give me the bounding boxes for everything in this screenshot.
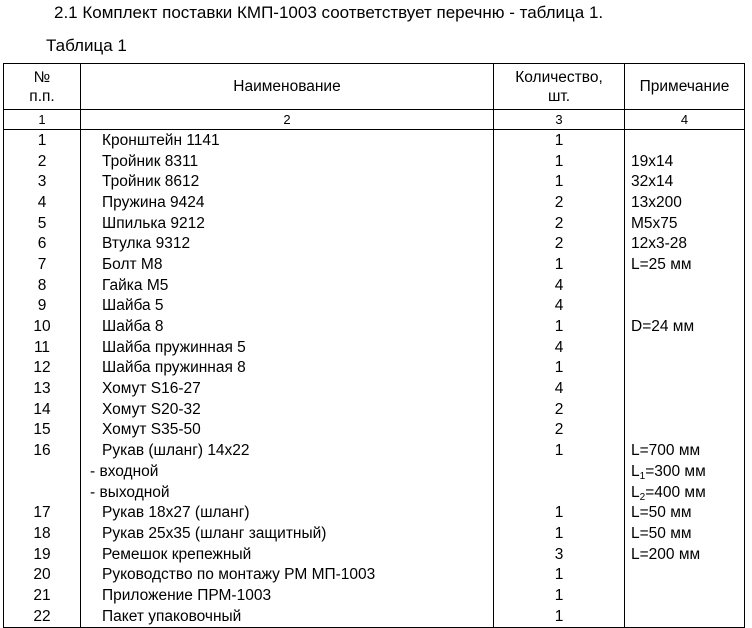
header-number xyxy=(4,64,81,110)
note-subscript: 2 xyxy=(639,491,646,503)
item-quantity: 4 xyxy=(494,337,625,358)
item-quantity: 1 xyxy=(494,585,625,606)
item-quantity: 1 xyxy=(494,564,625,585)
table-row xyxy=(4,440,745,461)
item-name: Шайба пружинная 5 xyxy=(81,337,494,358)
item-note: L=50 мм xyxy=(625,502,745,523)
item-name: Тройник 8311 xyxy=(81,151,494,172)
table-row xyxy=(4,606,745,627)
item-name: Втулка 9312 xyxy=(81,233,494,254)
item-quantity: 1 xyxy=(494,606,625,627)
table-body xyxy=(4,130,745,628)
note-value: =300 мм xyxy=(645,462,706,480)
section-heading: 2.1 Комплект поставки КМП-1003 соответствует перечню - таблица 1. xyxy=(54,3,604,22)
item-note: 12х3-28 xyxy=(625,233,745,254)
row-number: 19 xyxy=(4,544,81,565)
table-header-row xyxy=(4,64,745,110)
header-number-line2: п.п. xyxy=(29,87,55,105)
item-note xyxy=(625,482,745,503)
header-number-line1: № xyxy=(33,68,51,86)
column-number: 4 xyxy=(625,110,745,130)
table-row xyxy=(4,544,745,565)
note-subscript: 1 xyxy=(639,470,646,482)
table-row xyxy=(4,213,745,234)
header-name: Наименование xyxy=(81,64,494,110)
row-number: 11 xyxy=(4,337,81,358)
column-number: 3 xyxy=(494,110,625,130)
note-prefix: L xyxy=(631,483,640,501)
table-row xyxy=(4,296,745,317)
item-note: L=200 мм xyxy=(625,544,745,565)
item-note xyxy=(625,378,745,399)
table-row xyxy=(4,564,745,585)
table-subrow xyxy=(4,482,745,503)
item-note xyxy=(625,399,745,420)
delivery-table xyxy=(3,63,745,628)
item-quantity: 2 xyxy=(494,192,625,213)
item-quantity: 1 xyxy=(494,151,625,172)
item-note xyxy=(625,130,745,151)
item-note xyxy=(625,296,745,317)
item-note: L=700 мм xyxy=(625,440,745,461)
item-quantity: 4 xyxy=(494,378,625,399)
item-note xyxy=(625,420,745,441)
item-name: Хомут S20-32 xyxy=(81,399,494,420)
column-number: 1 xyxy=(4,110,81,130)
row-number: 15 xyxy=(4,420,81,441)
header-note: Примечание xyxy=(625,64,745,110)
table-row xyxy=(4,523,745,544)
column-number-row xyxy=(4,110,745,130)
row-number: 7 xyxy=(4,254,81,275)
table-row xyxy=(4,316,745,337)
item-name: Болт М8 xyxy=(81,254,494,275)
row-number: 17 xyxy=(4,502,81,523)
item-note xyxy=(625,337,745,358)
item-name: Шайба пружинная 8 xyxy=(81,358,494,379)
item-name: Рукав 18х27 (шланг) xyxy=(81,502,494,523)
table-row xyxy=(4,275,745,296)
item-note xyxy=(625,358,745,379)
header-quantity-line1: Количество, xyxy=(515,68,603,86)
table-row xyxy=(4,420,745,441)
row-number xyxy=(4,482,81,503)
item-quantity: 4 xyxy=(494,296,625,317)
item-note: D=24 мм xyxy=(625,316,745,337)
item-note xyxy=(625,585,745,606)
table-row xyxy=(4,151,745,172)
table-row xyxy=(4,171,745,192)
table-row xyxy=(4,358,745,379)
header-quantity-line2: шт. xyxy=(547,87,571,105)
item-quantity: 1 xyxy=(494,171,625,192)
item-note: 13х200 xyxy=(625,192,745,213)
row-number: 16 xyxy=(4,440,81,461)
row-number: 22 xyxy=(4,606,81,627)
item-name: - входной xyxy=(81,461,494,482)
row-number: 1 xyxy=(4,130,81,151)
row-number: 21 xyxy=(4,585,81,606)
item-name: Пружина 9424 xyxy=(81,192,494,213)
item-quantity: 1 xyxy=(494,254,625,275)
row-number: 18 xyxy=(4,523,81,544)
item-name: Шайба 8 xyxy=(81,316,494,337)
item-name: Хомут S35-50 xyxy=(81,420,494,441)
item-name: Шайба 5 xyxy=(81,296,494,317)
item-name: Рукав (шланг) 14х22 xyxy=(81,440,494,461)
item-quantity: 4 xyxy=(494,275,625,296)
item-name: Ремешок крепежный xyxy=(81,544,494,565)
table-row xyxy=(4,585,745,606)
item-quantity: 1 xyxy=(494,523,625,544)
item-name: Приложение ПРМ-1003 xyxy=(81,585,494,606)
row-number xyxy=(4,461,81,482)
row-number: 8 xyxy=(4,275,81,296)
item-name: Рукав 25х35 (шланг защитный) xyxy=(81,523,494,544)
item-quantity: 1 xyxy=(494,440,625,461)
item-note: М5х75 xyxy=(625,213,745,234)
table-row xyxy=(4,192,745,213)
item-quantity: 2 xyxy=(494,213,625,234)
item-name: Руководство по монтажу РМ МП-1003 xyxy=(81,564,494,585)
row-number: 6 xyxy=(4,233,81,254)
item-name: Гайка М5 xyxy=(81,275,494,296)
row-number: 10 xyxy=(4,316,81,337)
item-note: L=25 мм xyxy=(625,254,745,275)
row-number: 20 xyxy=(4,564,81,585)
table-caption: Таблица 1 xyxy=(46,36,127,55)
item-quantity: 1 xyxy=(494,316,625,337)
item-note xyxy=(625,606,745,627)
row-number: 12 xyxy=(4,358,81,379)
item-quantity: 1 xyxy=(494,358,625,379)
row-number: 14 xyxy=(4,399,81,420)
row-number: 3 xyxy=(4,171,81,192)
item-name: Тройник 8612 xyxy=(81,171,494,192)
item-quantity: 1 xyxy=(494,502,625,523)
table-row xyxy=(4,502,745,523)
item-quantity: 2 xyxy=(494,399,625,420)
row-number: 13 xyxy=(4,378,81,399)
item-note: L=50 мм xyxy=(625,523,745,544)
row-number: 5 xyxy=(4,213,81,234)
item-note xyxy=(625,275,745,296)
item-name: Пакет упаковочный xyxy=(81,606,494,627)
row-number: 2 xyxy=(4,151,81,172)
table-row xyxy=(4,399,745,420)
note-prefix: L xyxy=(631,462,640,480)
item-note: 19х14 xyxy=(625,151,745,172)
row-number: 9 xyxy=(4,296,81,317)
item-name: Кронштейн 1141 xyxy=(81,130,494,151)
item-name: Хомут S16-27 xyxy=(81,378,494,399)
table-subrow xyxy=(4,461,745,482)
item-quantity: 2 xyxy=(494,420,625,441)
header-quantity xyxy=(494,64,625,110)
item-note: 32х14 xyxy=(625,171,745,192)
item-quantity: 2 xyxy=(494,233,625,254)
note-value: =400 мм xyxy=(645,483,706,501)
table-row xyxy=(4,233,745,254)
table-row xyxy=(4,337,745,358)
item-note xyxy=(625,461,745,482)
item-name: - выходной xyxy=(81,482,494,503)
item-name: Шпилька 9212 xyxy=(81,213,494,234)
item-quantity: 3 xyxy=(494,544,625,565)
item-quantity xyxy=(494,482,625,503)
table-row xyxy=(4,378,745,399)
item-quantity: 1 xyxy=(494,130,625,151)
item-note xyxy=(625,564,745,585)
table-row xyxy=(4,130,745,151)
table-row xyxy=(4,254,745,275)
item-quantity xyxy=(494,461,625,482)
row-number: 4 xyxy=(4,192,81,213)
column-number: 2 xyxy=(81,110,494,130)
